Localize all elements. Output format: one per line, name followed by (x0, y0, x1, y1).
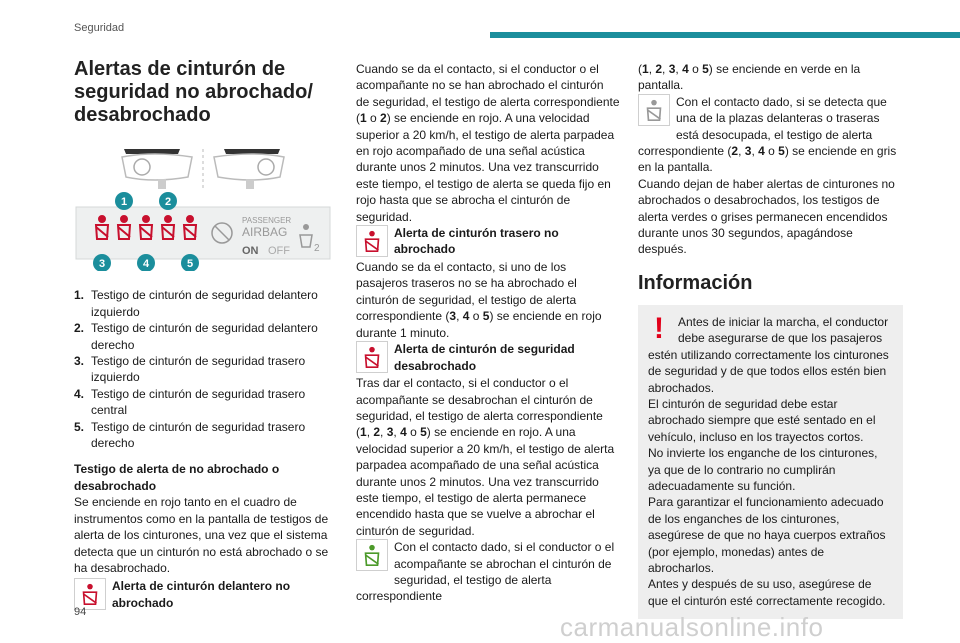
warning-text: Para garantizar el funcionamiento adecuado de los enganches de los cinturones, asegúrese de que no haya cuerpos extraños (por ejemplo, monedas) antes de abrocharlos. (648, 495, 886, 575)
belt-grey-icon (638, 94, 670, 126)
paragraph: Se enciende en rojo tanto en el cuadro de instrumentos como en la pantalla de testigos de alerta de los cinturones, una vez que el sistema detecta que un cinturón no está abrochado o se ha desabrochado. (74, 495, 329, 575)
dashboard-diagram (74, 141, 332, 271)
left-dashboard-icon (122, 149, 192, 189)
icon-title: Alerta de cinturón delantero no abrochado (112, 579, 291, 610)
watermark: carmanualsonline.info (560, 612, 824, 642)
warning-light-list (74, 287, 332, 451)
off-label: OFF (268, 245, 290, 257)
column-1 (74, 58, 332, 612)
belt-red-icon (356, 225, 388, 257)
section-header: Seguridad (74, 22, 125, 34)
svg-text:5: 5 (186, 258, 194, 270)
paragraph: Cuando se da el contacto, si el conductor o el acompañante no se han abrochado el cinturón de seguridad, el testigo de alerta correspondiente (1 o 2) se enciende en rojo. A una velocidad superior a 20 km/h, el testigo de alerta parpadea en rojo acompañado de una señal acústica durante unos 2 minutos. Una vez transcurrido este tiempo, el testigo de alerta se queda fijo en rojo hasta que se abrocha el cinturón de seguridad. (356, 62, 620, 224)
list-item: 2. Testigo de cinturón de seguridad delantero derecho (74, 321, 318, 352)
section-title: Alertas de cinturón de seguridad no abrochado/ desabrochado (74, 58, 313, 126)
column-3 (638, 61, 903, 619)
belt-red-icon (356, 341, 388, 373)
warning-text: No invierte los enganche de los cinturones, ya que de lo contrario no cumplirán adecuadamente su función. (648, 446, 878, 493)
airbag-label: AIRBAG (242, 225, 288, 239)
page-number: 94 (74, 606, 87, 618)
icon-title: Alerta de cinturón de seguridad desabrochado (394, 342, 575, 373)
list-item: 5. Testigo de cinturón de seguridad trasero derecho (74, 419, 306, 451)
paragraph: Cuando dejan de haber alertas de cinturones no abrochados o desabrochados, los testigos de alerta verdes o grises permanecen encendidos durante unos 30 segundos, apagándose después. (638, 176, 895, 257)
paragraph: Cuando se da el contacto, si uno de los pasajeros traseros no se ha abrochado el cinturón de seguridad, el testigo de alerta correspondiente (3, 4 o 5) se enciende en rojo durante 1 minuto. (356, 260, 602, 340)
info-title: Información (638, 271, 753, 294)
svg-text:2: 2 (164, 196, 172, 208)
on-label: ON (242, 245, 259, 257)
paragraph: Con el contacto dado, si el conductor o el acompañante se abrochan el cinturón de seguridad, el testigo de alerta correspondiente (356, 540, 615, 604)
warning-panel (76, 207, 330, 259)
column-2 (356, 61, 620, 605)
icon-title: Alerta de cinturón trasero no abrochado (394, 226, 559, 257)
warning-text: El cinturón de seguridad debe estar abrochado siempre que esté sentado en el vehículo, incluso en los trayectos cortos. (648, 396, 876, 444)
svg-text:4: 4 (142, 258, 150, 270)
list-item: 3. Testigo de cinturón de seguridad trasero izquierdo (74, 354, 306, 385)
paragraph: (1, 2, 3, 4 o 5) se enciende en verde en la pantalla. (638, 62, 861, 93)
right-dashboard-icon (214, 149, 284, 189)
warning-text: Antes y después de su uso, asegúrese de que el cinturón esté correctamente recogido. (648, 577, 886, 608)
svg-text:2: 2 (314, 243, 320, 254)
warning-text: Antes de iniciar la marcha, el conductor debe asegurarse de que los pasajeros estén utilizando correctamente los cinturones de seguridad y de que todos ellos estén bien abrochados. (648, 314, 889, 395)
warning-exclamation-icon: ! (654, 311, 664, 345)
belt-green-icon (356, 539, 388, 571)
seatbelt-figure (74, 141, 332, 275)
list-item: 1. Testigo de cinturón de seguridad delantero izquierdo (74, 288, 318, 319)
svg-text:3: 3 (98, 258, 106, 270)
subheading: Testigo de alerta de no abrochado o desabrochado (74, 462, 280, 493)
warning-box (638, 305, 903, 619)
paragraph: Con el contacto dado, si se detecta que una de la plazas delanteras o traseras está desocupada, el testigo de alerta correspondiente (2, 3, 4 o 5) se enciende en gris en la pantalla. (638, 94, 897, 175)
header-accent-bar (490, 32, 960, 38)
passenger-label: PASSENGER (242, 216, 292, 225)
paragraph: Tras dar el contacto, si el conductor o el acompañante se desabrochan el cinturón de seguridad, el testigo de alerta correspondiente (1, 2, 3, 4 o 5) se enciende en rojo. A una velocidad superior a 20 km/h, el testigo de alerta parpadea acompañado de una señal acústica durante unos 2 minutos. Una vez transcurrido este tiempo, el testigo de alerta permanece encendido hasta que se vuelve a abrochar el cinturón de seguridad. (356, 376, 615, 538)
svg-text:1: 1 (120, 196, 128, 208)
list-item: 4. Testigo de cinturón de seguridad trasero central (74, 386, 306, 418)
